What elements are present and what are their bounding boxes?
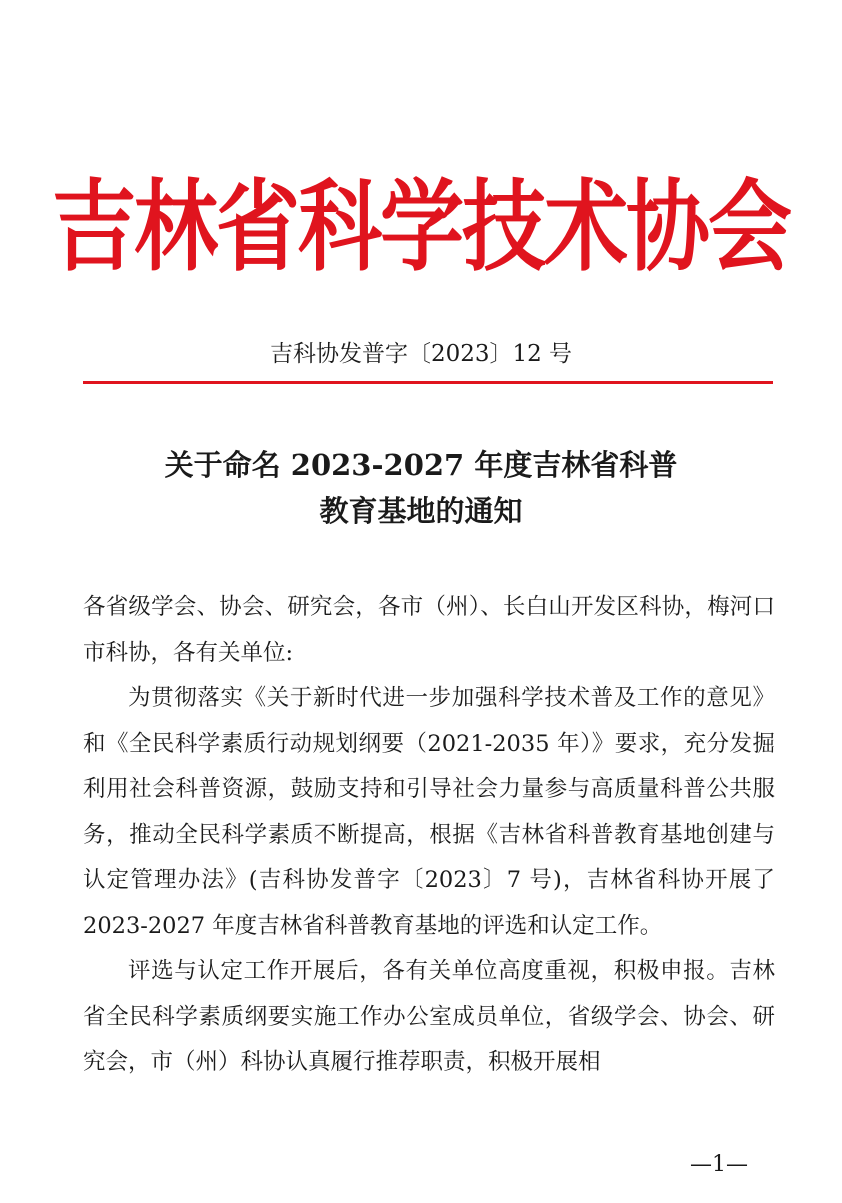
- title-line-2: 教育基地的通知: [319, 494, 523, 528]
- red-divider-line: [83, 381, 773, 384]
- body-paragraph-2: 评选与认定工作开展后，各有关单位高度重视，积极申报。吉林省全民科学素质纲要实施工作办公室成员单位，省级学会、协会、研究会，市（州）科协认真履行推荐职责，积极开展相: [83, 958, 775, 1075]
- salutation: 各省级学会、协会、研究会，各市（州）、长白山开发区科协，梅河口市科协，各有关单位:: [83, 594, 775, 666]
- document-title: [0, 442, 842, 534]
- document-number: 吉科协发普字〔2023〕12 号: [269, 341, 573, 367]
- body-paragraph-1: 为贯彻落实《关于新时代进一步加强科学技术普及工作的意见》和《全民科学素质行动规划纲要（2021-2035 年）》要求，充分发掘利用社会科普资源，鼓励支持和引导社会力量参与高质量科普公共服务，推动全民科学素质不断提高，根据《吉林省科普教育基地创建与认定管理办法》(吉科协发普字〔2023〕7 号)，吉林省科协开展了 2023-2027 年度吉林省科普教育基地的评选和认定工作。: [83, 685, 775, 939]
- document-body: [83, 585, 775, 1086]
- page-number: —1—: [690, 1152, 748, 1177]
- organization-masthead: 吉林省科学技术协会: [51, 168, 790, 285]
- title-line-1: 关于命名 2023-2027 年度吉林省科普: [164, 448, 678, 482]
